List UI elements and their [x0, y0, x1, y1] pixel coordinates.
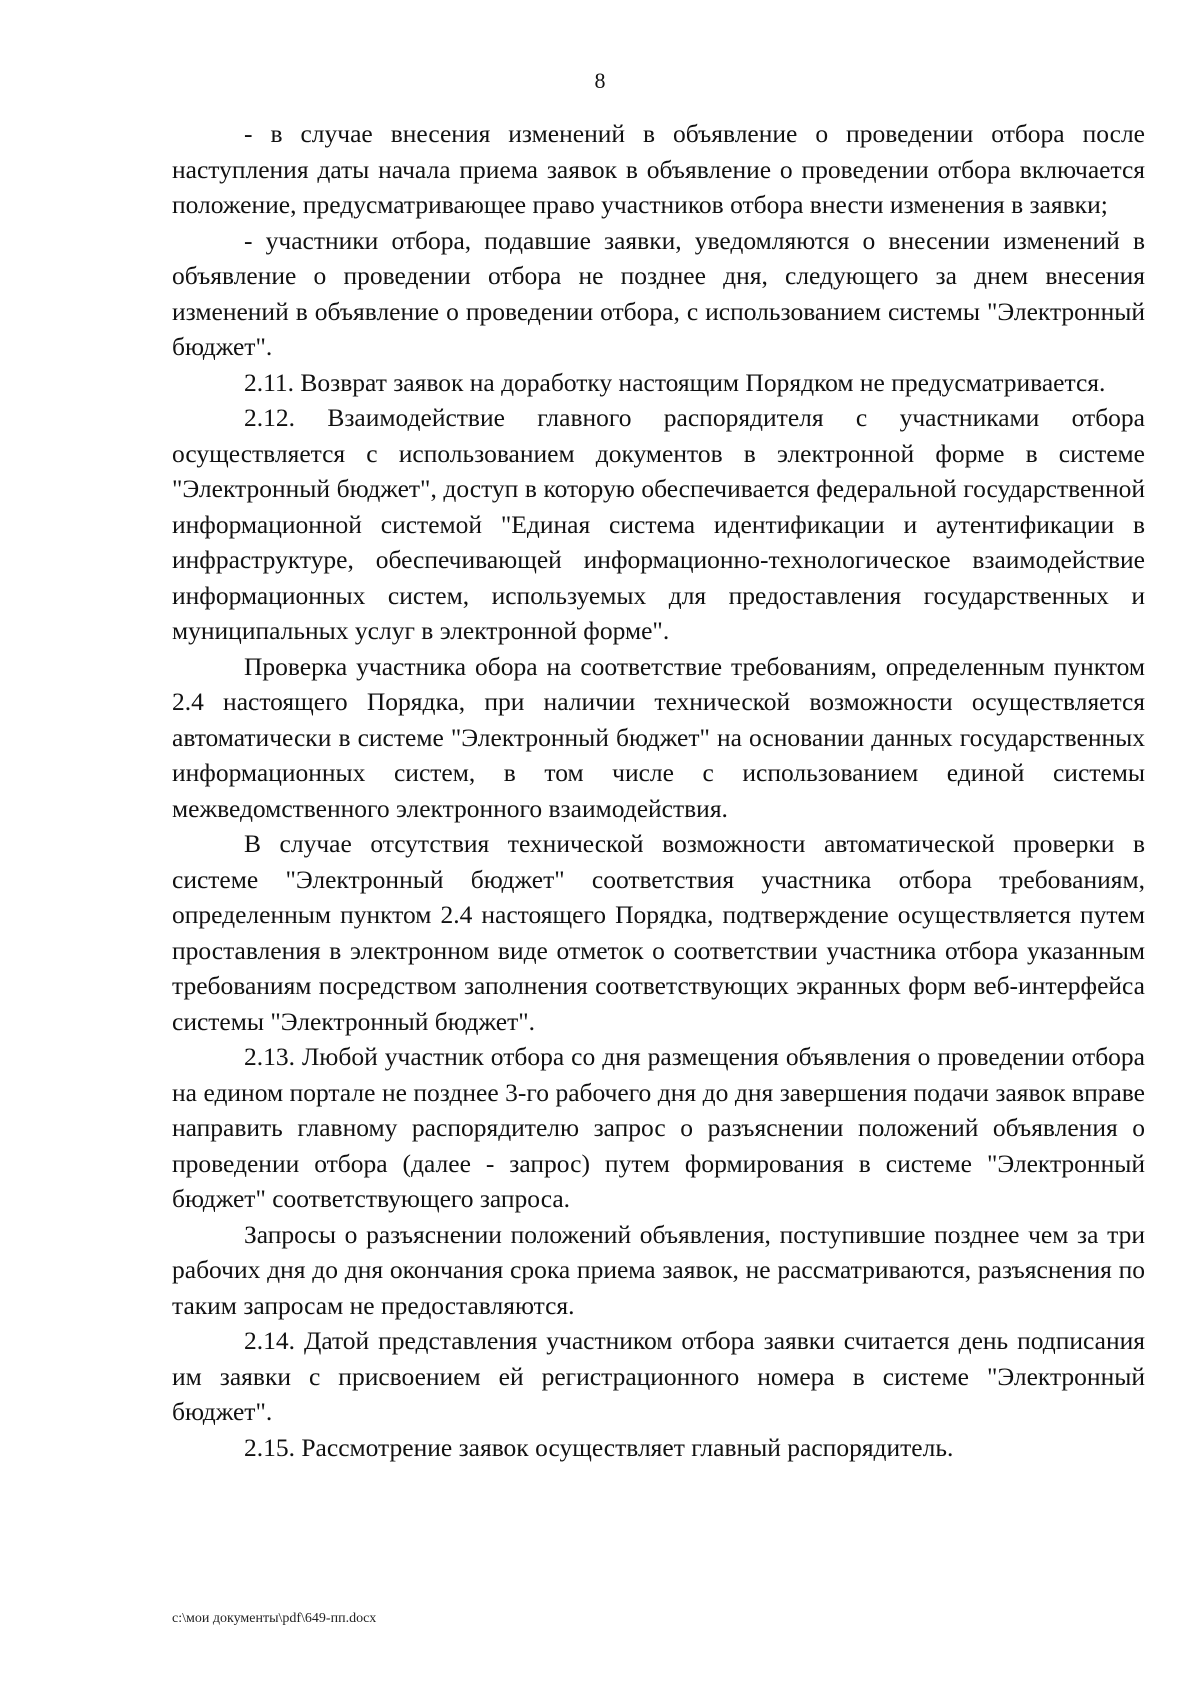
paragraph-2-14: 2.14. Датой представления участником отбора заявки считается день подписания им заявки с присвоением ей регистрационного номера в системе "Электронный бюджет".: [172, 1326, 1145, 1426]
paragraph-2-15: 2.15. Рассмотрение заявок осуществляет главный распорядитель.: [244, 1432, 954, 1462]
paragraph-2-13: 2.13. Любой участник отбора со дня размещения объявления о проведении отбора на едином портале не позднее 3-го рабочего дня до дня завершения подачи заявок вправе направить главному распорядителю запрос о разъяснении положений объявления о проведении отбора (далее - запрос) путем формирования в системе "Электронный бюджет" соответствующего запроса.: [172, 1042, 1145, 1213]
footer-file-path: c:\мои документы\pdf\649-пп.docx: [172, 1611, 377, 1626]
document-body: [172, 116, 1145, 1465]
paragraph-participant-check: Проверка участника обора на соответствие требованиям, определенным пунктом 2.4 настоящего Порядка, при наличии технической возможности осуществляется автоматически в системе "Электронный бюджет" на основании данных государственных информационных систем, в том числе с использованием единой системы межведомственного электронного взаимодействия.: [172, 651, 1145, 823]
paragraph-no-technical-possibility: В случае отсутствия технической возможности автоматической проверки в системе "Электронный бюджет" соответствия участника отбора требованиям, определенным пунктом 2.4 настоящего Порядка, подтверждение осуществляется путем проставления в электронном виде отметок о соответствии участника отбора указанным требованиям посредством заполнения соответствующих экранных форм веб-интерфейса системы "Электронный бюджет".: [172, 829, 1145, 1036]
page-number: 8: [594, 68, 606, 93]
paragraph-amendment-after-start: - в случае внесения изменений в объявление о проведении отбора после наступления даты начала приема заявок в объявление о проведении отбора включается положение, предусматривающее право участников отбора внести изменения в заявки;: [172, 119, 1145, 219]
paragraph-late-requests: Запросы о разъяснении положений объявления, поступившие позднее чем за три рабочих дня до дня окончания срока приема заявок, не рассматриваются, разъяснения по таким запросам не предоставляются.: [172, 1219, 1145, 1320]
paragraph-participants-notified: - участники отбора, подавшие заявки, уведомляются о внесении изменений в объявление о проведении отбора не позднее дня, следующего за днем внесения изменений в объявление о проведении отбора, с использованием системы "Электронный бюджет".: [172, 225, 1145, 361]
paragraph-2-12: 2.12. Взаимодействие главного распорядителя с участниками отбора осуществляется с использованием документов в электронной форме в системе "Электронный бюджет", доступ в которую обеспечивается федеральной государственной информационной системой "Единая система идентификации и аутентификации в инфраструктуре, обеспечивающей информационно-технологическое взаимодействие информационных систем, используемых для предоставления государственных и муниципальных услуг в электронной форме".: [172, 403, 1145, 645]
paragraph-2-11: 2.11. Возврат заявок на доработку настоящим Порядком не предусматривается.: [244, 367, 1106, 397]
